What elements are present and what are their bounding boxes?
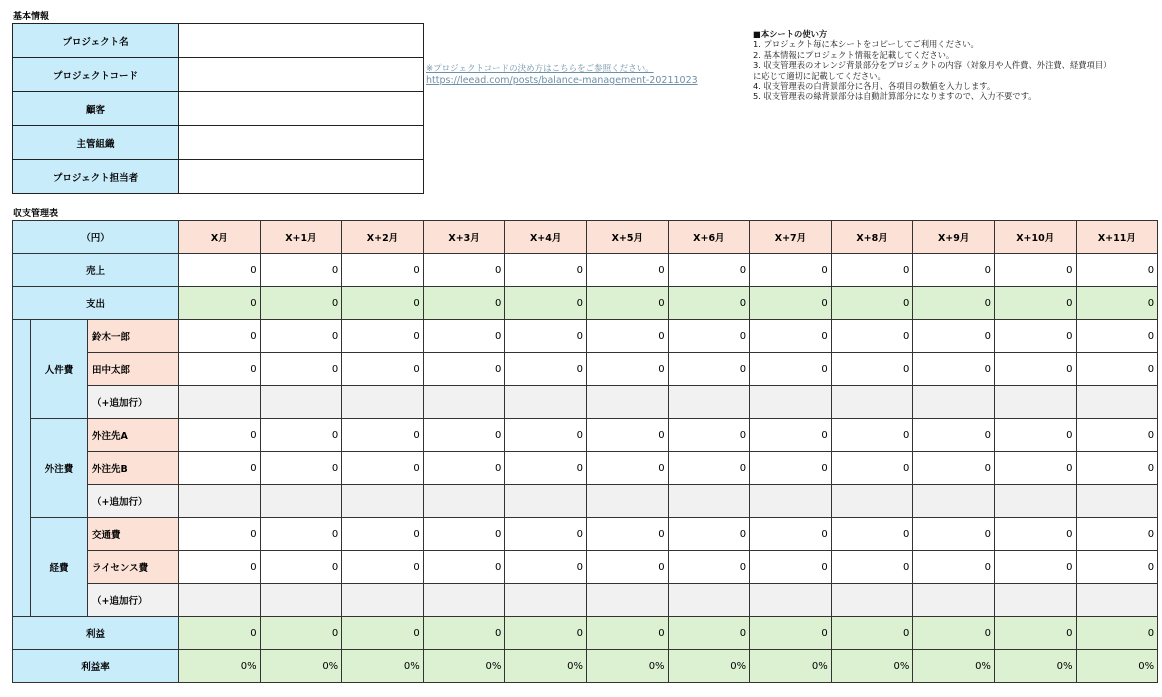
month-header[interactable]: X+6月 [668, 221, 750, 254]
sales-cell[interactable]: 0 [505, 254, 587, 287]
profit-cell: 0 [750, 617, 832, 650]
expense-item-cell[interactable]: 0 [913, 551, 995, 584]
sales-label: 売上 [13, 254, 179, 287]
expense-item-cell[interactable]: 0 [260, 518, 342, 551]
expense-item-cell[interactable]: 0 [586, 551, 668, 584]
sales-cell[interactable]: 0 [1076, 254, 1158, 287]
expense-item-cell[interactable]: 0 [260, 320, 342, 353]
expense-item-cell[interactable]: 0 [342, 419, 424, 452]
add-row-cell[interactable] [260, 386, 342, 419]
expense-item-cell[interactable]: 0 [342, 551, 424, 584]
expense-item-cell[interactable]: 0 [831, 419, 913, 452]
basic-info-input[interactable] [179, 126, 424, 160]
profit-rate-cell: 0% [831, 650, 913, 683]
usage-line: 5. 収支管理表の緑背景部分は自動計算部分になりますので、入力不要です。 [753, 91, 1037, 102]
profit-rate-cell: 0% [505, 650, 587, 683]
expense-item-label[interactable]: 外注先A [88, 419, 179, 452]
expense-item-label[interactable]: 交通費 [88, 518, 179, 551]
usage-line: 4. 収支管理表の白背景部分に各月、各項目の数値を入力します。 [753, 81, 996, 92]
expense-item-cell[interactable]: 0 [1076, 518, 1158, 551]
expense-item-row [13, 584, 1158, 617]
expense-item-cell[interactable]: 0 [423, 419, 505, 452]
add-row-cell[interactable] [831, 485, 913, 518]
profit-cell: 0 [913, 617, 995, 650]
profit-cell: 0 [260, 617, 342, 650]
expense-item-cell[interactable]: 0 [179, 353, 261, 386]
month-header[interactable]: X+1月 [260, 221, 342, 254]
expense-item-label[interactable]: 田中太郎 [88, 353, 179, 386]
add-row-cell[interactable] [505, 584, 587, 617]
balance-table [12, 220, 1158, 683]
balance-title: 収支管理表 [13, 209, 59, 219]
basic-info-row [13, 160, 424, 194]
add-row-cell[interactable] [586, 485, 668, 518]
expense-item-cell[interactable]: 0 [586, 320, 668, 353]
expense-item-cell[interactable]: 0 [831, 551, 913, 584]
profit-rate-row [13, 650, 1158, 683]
profit-rate-cell: 0% [423, 650, 505, 683]
add-row-cell[interactable] [994, 485, 1076, 518]
expense-group-label: 外注費 [31, 419, 88, 518]
add-row-cell[interactable] [750, 386, 832, 419]
expense-item-label[interactable]: ライセンス費 [88, 551, 179, 584]
expense-item-row [13, 485, 1158, 518]
expense-item-row [13, 320, 1158, 353]
expense-item-cell[interactable]: 0 [668, 551, 750, 584]
expense-indent [13, 320, 31, 617]
expense-cell: 0 [994, 287, 1076, 320]
expense-item-cell[interactable]: 0 [179, 518, 261, 551]
profit-row [13, 617, 1158, 650]
expense-item-cell[interactable]: 0 [505, 353, 587, 386]
add-row-cell[interactable] [342, 584, 424, 617]
profit-rate-cell: 0% [994, 650, 1076, 683]
month-header[interactable]: X+2月 [342, 221, 424, 254]
expense-cell: 0 [750, 287, 832, 320]
expense-item-cell[interactable]: 0 [750, 452, 832, 485]
expense-cell: 0 [586, 287, 668, 320]
expense-item-cell[interactable]: 0 [423, 353, 505, 386]
add-row-cell[interactable] [342, 386, 424, 419]
month-header[interactable]: X+3月 [423, 221, 505, 254]
expense-cell: 0 [423, 287, 505, 320]
expense-item-cell[interactable]: 0 [994, 551, 1076, 584]
expense-item-cell[interactable]: 0 [1076, 551, 1158, 584]
expense-cell: 0 [1076, 287, 1158, 320]
profit-rate-label: 利益率 [13, 650, 179, 683]
expense-item-cell[interactable]: 0 [586, 518, 668, 551]
sales-cell[interactable]: 0 [423, 254, 505, 287]
expense-item-row [13, 353, 1158, 386]
expense-item-cell[interactable]: 0 [423, 518, 505, 551]
expense-item-cell[interactable]: 0 [831, 320, 913, 353]
month-header[interactable]: X+5月 [586, 221, 668, 254]
basic-info-label: プロジェクトコード [13, 58, 179, 92]
profit-rate-cell: 0% [179, 650, 261, 683]
expense-item-cell[interactable]: 0 [994, 452, 1076, 485]
expense-item-cell[interactable]: 0 [668, 452, 750, 485]
expense-item-cell[interactable]: 0 [586, 452, 668, 485]
profit-rate-cell: 0% [342, 650, 424, 683]
expense-item-cell[interactable]: 0 [260, 353, 342, 386]
basic-info-row [13, 58, 424, 92]
expense-cell: 0 [260, 287, 342, 320]
expense-item-cell[interactable]: 0 [179, 551, 261, 584]
project-code-note-url[interactable]: https://leead.com/posts/balance-management-20211023 [426, 75, 698, 86]
expense-cell: 0 [668, 287, 750, 320]
expense-item-cell[interactable]: 0 [1076, 419, 1158, 452]
profit-rate-cell: 0% [750, 650, 832, 683]
add-row-cell[interactable] [586, 584, 668, 617]
basic-info-label: 顧客 [13, 92, 179, 126]
balance-header-row [13, 221, 1158, 254]
expense-item-cell[interactable]: 0 [913, 452, 995, 485]
expense-item-cell[interactable]: 0 [342, 353, 424, 386]
usage-instructions [753, 29, 1111, 102]
month-header[interactable]: X+9月 [913, 221, 995, 254]
expense-item-cell[interactable]: 0 [179, 320, 261, 353]
expense-row [13, 287, 1158, 320]
add-row-cell[interactable] [1076, 485, 1158, 518]
expense-item-cell[interactable]: 0 [505, 419, 587, 452]
expense-item-cell[interactable]: 0 [668, 353, 750, 386]
basic-info-label: プロジェクト名 [13, 24, 179, 58]
expense-item-row [13, 419, 1158, 452]
add-row-cell[interactable] [913, 485, 995, 518]
basic-info-input[interactable] [179, 58, 424, 92]
expense-item-cell[interactable]: 0 [505, 452, 587, 485]
sales-cell[interactable]: 0 [586, 254, 668, 287]
expense-item-cell[interactable]: 0 [179, 452, 261, 485]
expense-item-cell[interactable]: 0 [668, 518, 750, 551]
add-row-label[interactable]: （+追加行） [88, 386, 179, 419]
expense-group-label: 経費 [31, 518, 88, 617]
expense-item-cell[interactable]: 0 [586, 419, 668, 452]
profit-rate-cell: 0% [260, 650, 342, 683]
add-row-cell[interactable] [342, 485, 424, 518]
expense-item-cell[interactable]: 0 [342, 518, 424, 551]
add-row-cell[interactable] [668, 485, 750, 518]
profit-cell: 0 [342, 617, 424, 650]
expense-item-cell[interactable]: 0 [505, 551, 587, 584]
expense-item-cell[interactable]: 0 [750, 551, 832, 584]
expense-item-cell[interactable]: 0 [913, 518, 995, 551]
unit-label: （円） [13, 221, 179, 254]
add-row-cell[interactable] [423, 386, 505, 419]
expense-item-cell[interactable]: 0 [668, 419, 750, 452]
expense-item-cell[interactable]: 0 [750, 419, 832, 452]
expense-item-cell[interactable]: 0 [668, 320, 750, 353]
add-row-cell[interactable] [260, 485, 342, 518]
add-row-label[interactable]: （+追加行） [88, 485, 179, 518]
basic-info-title: 基本情報 [13, 12, 50, 22]
expense-cell: 0 [179, 287, 261, 320]
basic-info-input[interactable] [179, 92, 424, 126]
profit-cell: 0 [994, 617, 1076, 650]
month-header[interactable]: X+10月 [994, 221, 1076, 254]
usage-line: 1. プロジェクト毎に本シートをコピーしてご利用ください。 [753, 39, 979, 50]
expense-item-cell[interactable]: 0 [260, 452, 342, 485]
project-code-note-text[interactable]: ※プロジェクトコードの決め方はこちらをご参照ください。 [426, 64, 654, 74]
project-code-note[interactable] [426, 63, 698, 87]
expense-item-cell[interactable]: 0 [831, 518, 913, 551]
expense-item-row [13, 386, 1158, 419]
profit-cell: 0 [1076, 617, 1158, 650]
expense-item-cell[interactable]: 0 [1076, 320, 1158, 353]
add-row-cell[interactable] [423, 485, 505, 518]
add-row-cell[interactable] [505, 386, 587, 419]
profit-cell: 0 [586, 617, 668, 650]
expense-item-cell[interactable]: 0 [913, 353, 995, 386]
expense-item-cell[interactable]: 0 [750, 518, 832, 551]
expense-item-cell[interactable]: 0 [1076, 452, 1158, 485]
add-row-cell[interactable] [179, 386, 261, 419]
basic-info-row [13, 24, 424, 58]
usage-line: に応じて適切に記載してください。 [753, 70, 886, 81]
profit-cell: 0 [423, 617, 505, 650]
add-row-cell[interactable] [913, 584, 995, 617]
basic-info-table [12, 23, 424, 194]
sales-cell[interactable]: 0 [994, 254, 1076, 287]
sales-cell[interactable]: 0 [260, 254, 342, 287]
sales-row [13, 254, 1158, 287]
month-header[interactable]: X+4月 [505, 221, 587, 254]
month-header[interactable]: X+11月 [1076, 221, 1158, 254]
profit-cell: 0 [179, 617, 261, 650]
basic-info-label: 主管組織 [13, 126, 179, 160]
add-row-cell[interactable] [179, 485, 261, 518]
add-row-cell[interactable] [423, 584, 505, 617]
add-row-cell[interactable] [831, 584, 913, 617]
expense-item-cell[interactable]: 0 [994, 518, 1076, 551]
expense-item-cell[interactable]: 0 [505, 518, 587, 551]
expense-item-cell[interactable]: 0 [750, 320, 832, 353]
add-row-cell[interactable] [913, 386, 995, 419]
expense-item-cell[interactable]: 0 [1076, 353, 1158, 386]
add-row-cell[interactable] [179, 584, 261, 617]
add-row-cell[interactable] [668, 386, 750, 419]
profit-cell: 0 [505, 617, 587, 650]
expense-item-cell[interactable]: 0 [342, 452, 424, 485]
expense-item-cell[interactable]: 0 [586, 353, 668, 386]
profit-cell: 0 [668, 617, 750, 650]
expense-cell: 0 [342, 287, 424, 320]
add-row-cell[interactable] [505, 485, 587, 518]
basic-info-label: プロジェクト担当者 [13, 160, 179, 194]
profit-cell: 0 [831, 617, 913, 650]
sales-cell[interactable]: 0 [750, 254, 832, 287]
expense-item-row [13, 452, 1158, 485]
expense-cell: 0 [913, 287, 995, 320]
add-row-cell[interactable] [750, 584, 832, 617]
expense-item-cell[interactable]: 0 [260, 419, 342, 452]
expense-item-cell[interactable]: 0 [831, 452, 913, 485]
usage-line: 3. 収支管理表のオレンジ背景部分をプロジェクトの内容（対象月や人件費、外注費、経費項目） [753, 60, 1112, 71]
add-row-cell[interactable] [831, 386, 913, 419]
expense-item-cell[interactable]: 0 [913, 419, 995, 452]
add-row-cell[interactable] [994, 386, 1076, 419]
profit-rate-cell: 0% [1076, 650, 1158, 683]
expense-item-cell[interactable]: 0 [994, 353, 1076, 386]
add-row-cell[interactable] [750, 485, 832, 518]
basic-info-row [13, 126, 424, 160]
add-row-label[interactable]: （+追加行） [88, 584, 179, 617]
basic-info-input[interactable] [179, 24, 424, 58]
add-row-cell[interactable] [260, 584, 342, 617]
expense-item-row [13, 551, 1158, 584]
basic-info-input[interactable] [179, 160, 424, 194]
expense-item-cell[interactable]: 0 [913, 320, 995, 353]
expense-group-label: 人件費 [31, 320, 88, 419]
sales-cell[interactable]: 0 [668, 254, 750, 287]
expense-item-cell[interactable]: 0 [179, 419, 261, 452]
expense-cell: 0 [505, 287, 587, 320]
expense-item-cell[interactable]: 0 [750, 353, 832, 386]
expense-item-cell[interactable]: 0 [423, 320, 505, 353]
usage-line: 2. 基本情報にプロジェクト情報を記載してください。 [753, 49, 955, 60]
sales-cell[interactable]: 0 [913, 254, 995, 287]
expense-cell: 0 [831, 287, 913, 320]
sales-cell[interactable]: 0 [831, 254, 913, 287]
sales-cell[interactable]: 0 [342, 254, 424, 287]
profit-rate-cell: 0% [668, 650, 750, 683]
add-row-cell[interactable] [668, 584, 750, 617]
profit-label: 利益 [13, 617, 179, 650]
add-row-cell[interactable] [586, 386, 668, 419]
expense-label: 支出 [13, 287, 179, 320]
expense-item-cell[interactable]: 0 [505, 320, 587, 353]
profit-rate-cell: 0% [913, 650, 995, 683]
expense-item-cell[interactable]: 0 [994, 419, 1076, 452]
add-row-cell[interactable] [994, 584, 1076, 617]
month-header[interactable]: X月 [179, 221, 261, 254]
usage-heading: ■本シートの使い方 [753, 29, 828, 39]
expense-item-cell[interactable]: 0 [423, 551, 505, 584]
expense-item-cell[interactable]: 0 [260, 551, 342, 584]
expense-item-cell[interactable]: 0 [423, 452, 505, 485]
sales-cell[interactable]: 0 [179, 254, 261, 287]
month-header[interactable]: X+8月 [831, 221, 913, 254]
profit-rate-cell: 0% [586, 650, 668, 683]
expense-item-cell[interactable]: 0 [342, 320, 424, 353]
expense-item-label[interactable]: 鈴木一郎 [88, 320, 179, 353]
month-header[interactable]: X+7月 [750, 221, 832, 254]
add-row-cell[interactable] [1076, 584, 1158, 617]
expense-item-label[interactable]: 外注先B [88, 452, 179, 485]
expense-item-cell[interactable]: 0 [994, 320, 1076, 353]
expense-item-cell[interactable]: 0 [831, 353, 913, 386]
add-row-cell[interactable] [1076, 386, 1158, 419]
expense-item-row [13, 518, 1158, 551]
basic-info-row [13, 92, 424, 126]
